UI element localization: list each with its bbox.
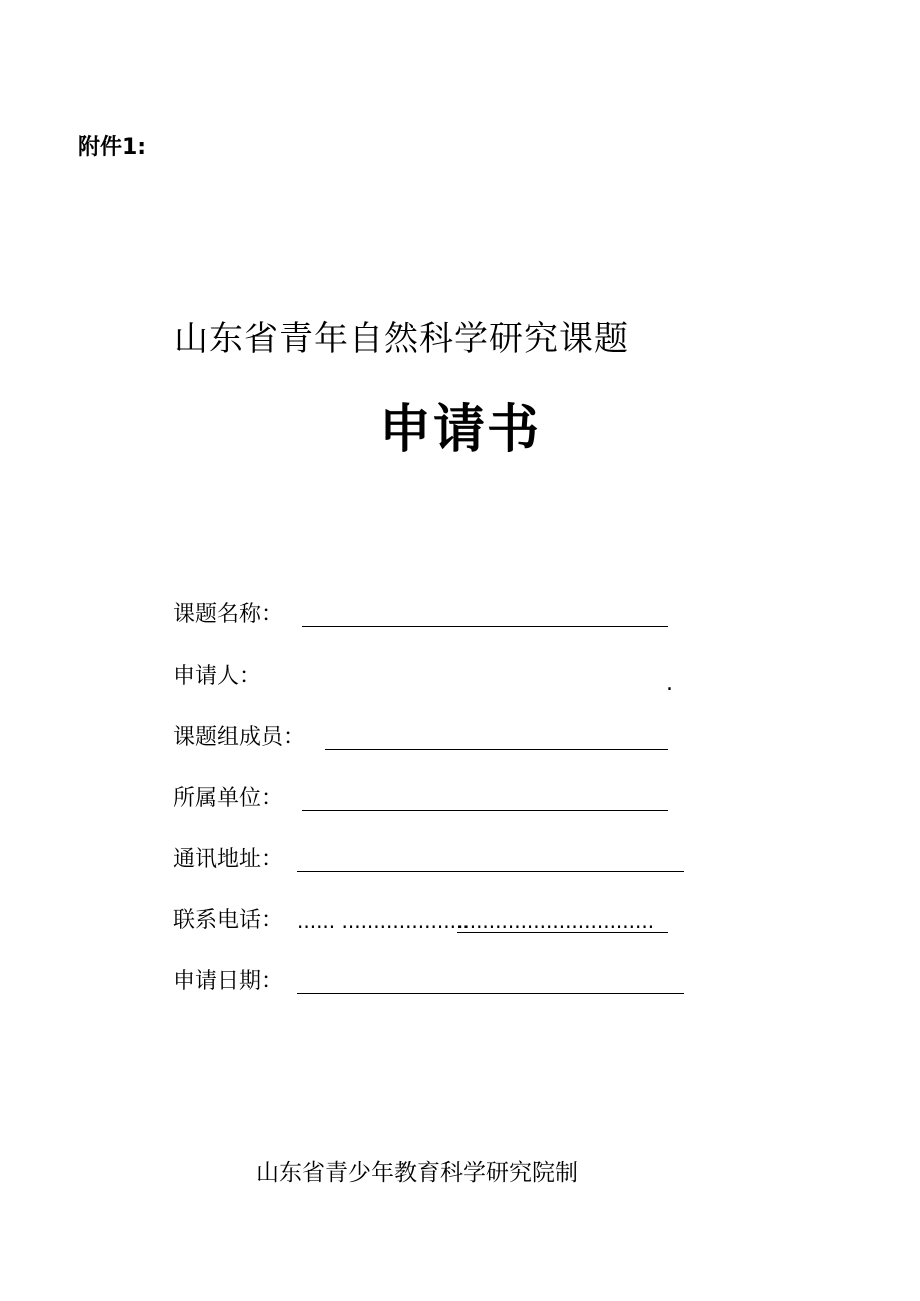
members-underline	[325, 749, 668, 750]
date-label: 申请日期：	[173, 969, 284, 994]
members-label: 课题组成员：	[173, 725, 306, 750]
date-field	[173, 965, 283, 999]
affiliation-underline	[302, 810, 668, 811]
phone-dotted-fill-1: ...... ....................	[297, 909, 469, 933]
footer-text: 山东省青少年教育科学研究院制	[256, 1160, 578, 1186]
applicant-field	[173, 660, 261, 694]
address-underline	[297, 871, 684, 872]
phone-underline	[457, 932, 668, 933]
members-field	[173, 721, 305, 755]
phone-dotted-fill-2: ...............................	[457, 909, 655, 933]
applicant-mark: .	[666, 671, 673, 696]
project-name-field	[173, 598, 283, 632]
address-field	[173, 843, 283, 877]
project-name-label: 课题名称：	[173, 602, 284, 627]
attachment-label: 附件1:	[78, 135, 147, 160]
applicant-label: 申请人：	[173, 664, 262, 689]
address-label: 通讯地址：	[173, 847, 284, 872]
document-title: 申请书	[378, 400, 541, 460]
affiliation-field	[173, 782, 283, 816]
phone-label: 联系电话：	[173, 908, 284, 933]
project-name-underline	[302, 626, 668, 627]
date-underline	[297, 993, 684, 994]
phone-field	[173, 904, 283, 938]
document-subtitle: 山东省青年自然科学研究课题	[174, 319, 629, 359]
affiliation-label: 所属单位：	[173, 786, 284, 811]
footer-issuer	[0, 1156, 920, 1190]
